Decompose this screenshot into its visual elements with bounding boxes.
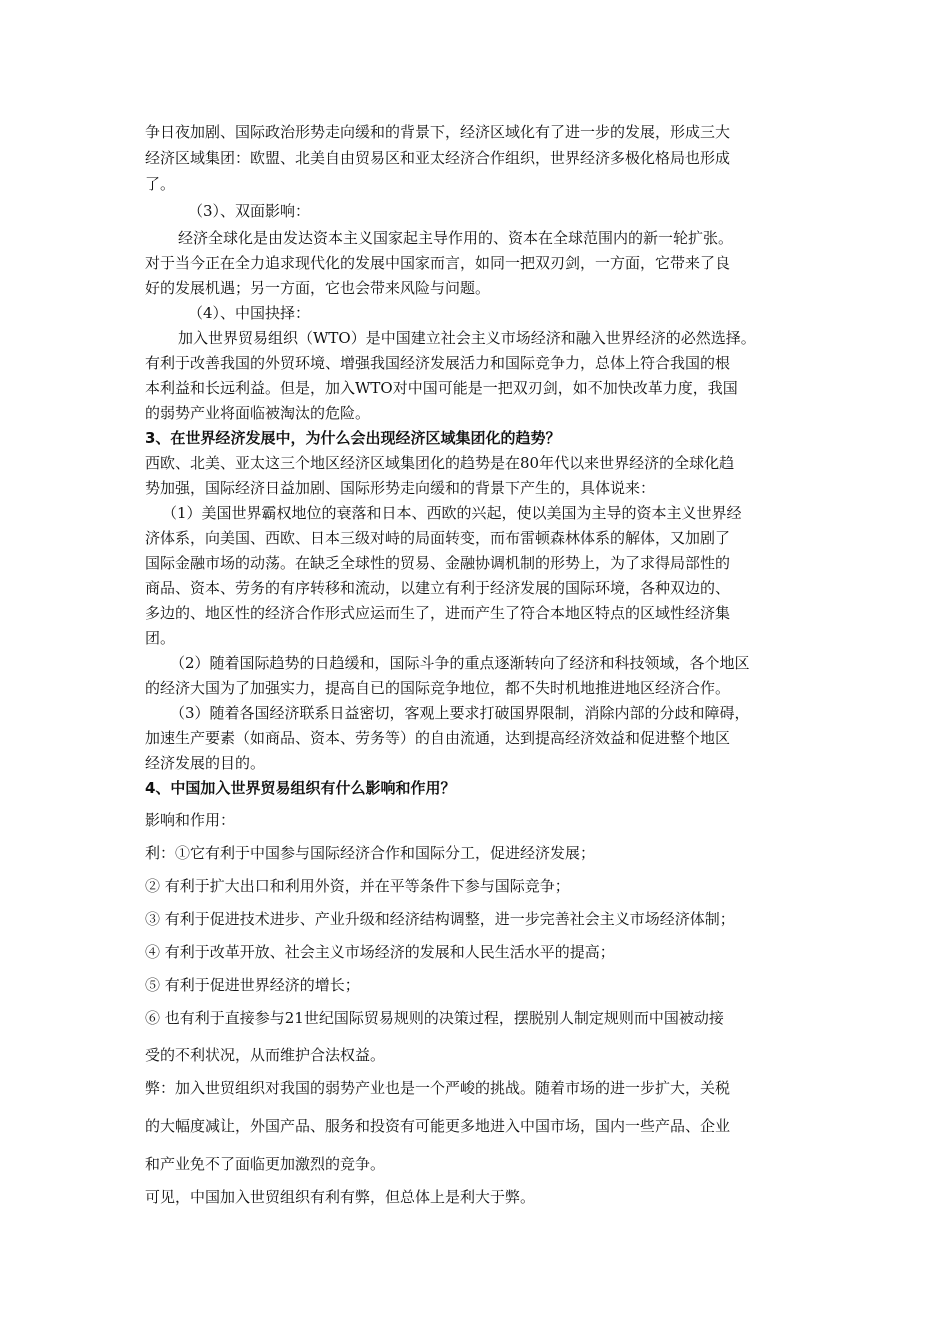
list-item: 受的不利状况，从而维护合法权益。 <box>145 1046 386 1064</box>
list-item: ④ 有利于改革开放、社会主义市场经济的发展和人民生活水平的提高； <box>145 943 615 961</box>
list-item: ⑤ 有利于促进世界经济的增长； <box>145 976 360 994</box>
paragraph-line: 团。 <box>145 629 176 647</box>
subsection-title: （4）、中国抉择： <box>188 304 311 322</box>
list-item: ⑥ 也有利于直接参与21世纪国际贸易规则的决策过程，摆脱别人制定规则而中国被动接 <box>145 1009 724 1027</box>
paragraph-line: （3）随着各国经济联系日益密切，客观上要求打破国界限制，消除内部的分歧和障碍， <box>170 704 750 722</box>
paragraph-line: 西欧、北美、亚太这三个地区经济区域集团化的趋势是在80年代以来世界经济的全球化趋 <box>145 454 735 472</box>
paragraph-line: 势加强，国际经济日益加剧、国际形势走向缓和的背景下产生的，具体说来： <box>145 479 656 497</box>
paragraph-line: 有利于改善我国的外贸环境、增强我国经济发展活力和国际竞争力，总体上符合我国的根 <box>145 354 731 372</box>
paragraph-line: 商品、资本、劳务的有序转移和流动，以建立有利于经济发展的国际环境，各种双边的、 <box>145 579 731 597</box>
paragraph-line: 了。 <box>145 175 176 193</box>
paragraph-line: 争日夜加剧、国际政治形势走向缓和的背景下，经济区域化有了进一步的发展，形成三大 <box>145 123 731 141</box>
paragraph-line: 经济区域集团：欧盟、北美自由贸易区和亚太经济合作组织，世界经济多极化格局也形成 <box>145 149 731 167</box>
list-item: ③ 有利于促进技术进步、产业升级和经济结构调整，进一步完善社会主义市场经济体制； <box>145 910 735 928</box>
paragraph-line: 经济全球化是由发达资本主义国家起主导作用的、资本在全球范围内的新一轮扩张。 <box>178 229 734 247</box>
paragraph-line: 对于当今正在全力追求现代化的发展中国家而言，如同一把双刃剑，一方面，它带来了良 <box>145 254 731 272</box>
paragraph-line: 本利益和长远利益。但是，加入WTO对中国可能是一把双刃剑，如不加快改革力度，我国 <box>145 379 738 397</box>
question-heading: 3、在世界经济发展中，为什么会出现经济区域集团化的趋势？ <box>145 429 561 447</box>
paragraph-line: （2）随着国际趋势的日趋缓和，国际斗争的重点逐渐转向了经济和科技领域，各个地区 <box>170 654 750 672</box>
paragraph-line: 加速生产要素（如商品、资本、劳务等）的自由流通，达到提高经济效益和促进整个地区 <box>145 729 731 747</box>
paragraph-line: 影响和作用： <box>145 811 236 829</box>
question-heading: 4、中国加入世界贸易组织有什么影响和作用？ <box>145 779 456 797</box>
conclusion-line: 可见，中国加入世贸组织有利有弊，但总体上是利大于弊。 <box>145 1188 536 1206</box>
paragraph-line: 的经济大国为了加强实力，提高自已的国际竞争地位，都不失时机地推进地区经济合作。 <box>145 679 731 697</box>
paragraph-line: 国际金融市场的动荡。在缺乏全球性的贸易、金融协调机制的形势上，为了求得局部性的 <box>145 554 731 572</box>
subsection-title: （3）、双面影响： <box>188 202 311 220</box>
paragraph-line: 经济发展的目的。 <box>145 754 266 772</box>
paragraph-line: 的大幅度减让，外国产品、服务和投资有可能更多地进入中国市场，国内一些产品、企业 <box>145 1117 731 1135</box>
list-item: ② 有利于扩大出口和利用外资，并在平等条件下参与国际竞争； <box>145 877 570 895</box>
paragraph-line: （1）美国世界霸权地位的衰落和日本、西欧的兴起，使以美国为主导的资本主义世界经 <box>162 504 742 522</box>
paragraph-line: 多边的、地区性的经济合作形式应运而生了，进而产生了符合本地区特点的区域性经济集 <box>145 604 731 622</box>
paragraph-line: 好的发展机遇；另一方面，它也会带来风险与问题。 <box>145 279 491 297</box>
paragraph-line: 的弱势产业将面临被淘汰的危险。 <box>145 404 371 422</box>
paragraph-line: 弊：加入世贸组织对我国的弱势产业也是一个严峻的挑战。随着市场的进一步扩大，关税 <box>145 1079 731 1097</box>
list-item: 利：①它有利于中国参与国际经济合作和国际分工，促进经济发展； <box>145 844 596 862</box>
paragraph-line: 和产业免不了面临更加激烈的竞争。 <box>145 1155 386 1173</box>
paragraph-line: 济体系，向美国、西欧、日本三级对峙的局面转变，而布雷顿森林体系的解体，又加剧了 <box>145 529 731 547</box>
paragraph-line: 加入世界贸易组织（WTO）是中国建立社会主义市场经济和融入世界经济的必然选择。 <box>178 329 756 347</box>
